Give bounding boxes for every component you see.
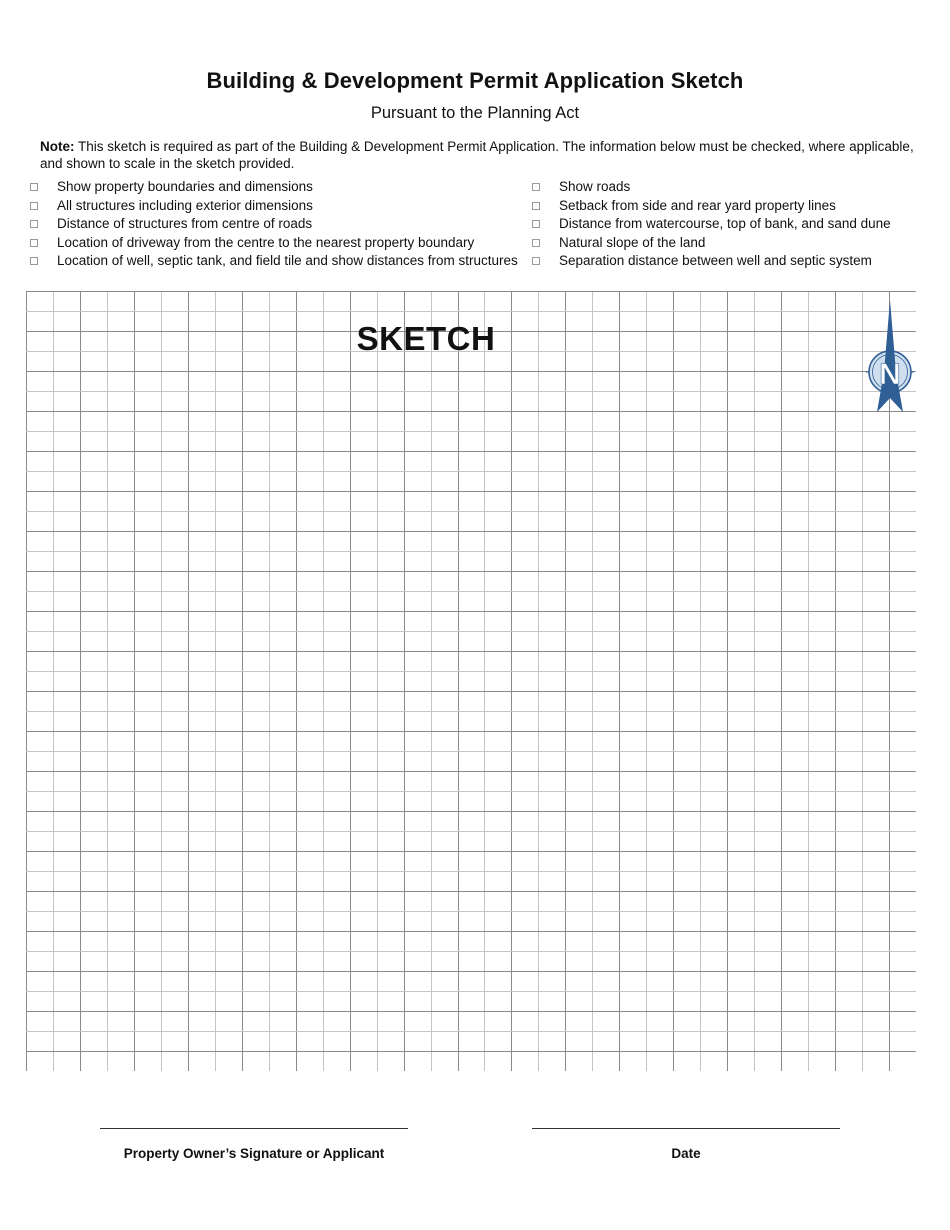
checklist-item	[530, 197, 935, 214]
checkbox[interactable]	[532, 220, 540, 228]
checklist-item	[530, 215, 935, 232]
checklist-item-label: Setback from side and rear yard property lines	[559, 197, 836, 213]
checklist-item	[28, 178, 518, 195]
checklist-item	[530, 234, 935, 251]
checklist-left	[28, 178, 518, 271]
signature-line[interactable]	[100, 1128, 408, 1129]
checkbox[interactable]	[532, 239, 540, 247]
checklist-item-label: Show roads	[559, 179, 631, 194]
note-label: Note:	[40, 139, 75, 154]
date-label: Date	[671, 1146, 701, 1161]
checklist-item-label: All structures including exterior dimensions	[57, 197, 313, 213]
sketch-grid-area[interactable]	[26, 291, 916, 1071]
document-title: Building & Development Permit Application Sketch	[206, 68, 744, 93]
checklist-item-label: Show property boundaries and dimensions	[57, 179, 313, 194]
checklist-item-label: Distance of structures from centre of roads	[57, 216, 313, 232]
checklist-item-label: Distance from watercourse, top of bank, and sand dune	[559, 216, 891, 232]
checkbox[interactable]	[532, 257, 540, 265]
note-text: This sketch is required as part of the Building & Development Permit Application. The information below must be checked, where applicable, and shown to scale in the sketch provided.	[40, 139, 914, 171]
checkbox[interactable]	[30, 239, 38, 247]
checklist-right	[530, 178, 935, 271]
checkbox[interactable]	[30, 220, 38, 228]
checklist-item-label: Natural slope of the land	[559, 234, 706, 250]
checkbox[interactable]	[532, 202, 540, 210]
compass-letter: N	[879, 358, 901, 391]
checkbox[interactable]	[30, 183, 38, 191]
checklist-item	[28, 252, 518, 269]
checkbox[interactable]	[532, 183, 540, 191]
checklist-item	[530, 178, 935, 195]
checklist-item	[28, 234, 518, 251]
sketch-grid[interactable]	[26, 291, 916, 1071]
checklist-item	[28, 197, 518, 214]
checklist-item-label: Location of driveway from the centre to the nearest property boundary	[57, 234, 475, 250]
signature-block	[100, 1128, 408, 1161]
signature-label: Property Owner’s Signature or Applicant	[123, 1146, 385, 1161]
checklist-item	[28, 215, 518, 232]
checkbox[interactable]	[30, 202, 38, 210]
checklist-item-label: Location of well, septic tank, and field tile and show distances from structures	[57, 253, 518, 269]
document-subtitle: Pursuant to the Planning Act	[370, 104, 580, 122]
date-line[interactable]	[532, 1128, 840, 1129]
checkbox[interactable]	[30, 257, 38, 265]
checklist-item-label: Separation distance between well and septic system	[559, 253, 872, 269]
note-paragraph	[40, 138, 920, 172]
sketch-label: SKETCH	[356, 320, 496, 357]
north-arrow-icon	[862, 298, 918, 416]
checklist-item	[530, 252, 935, 269]
date-block	[532, 1128, 840, 1161]
